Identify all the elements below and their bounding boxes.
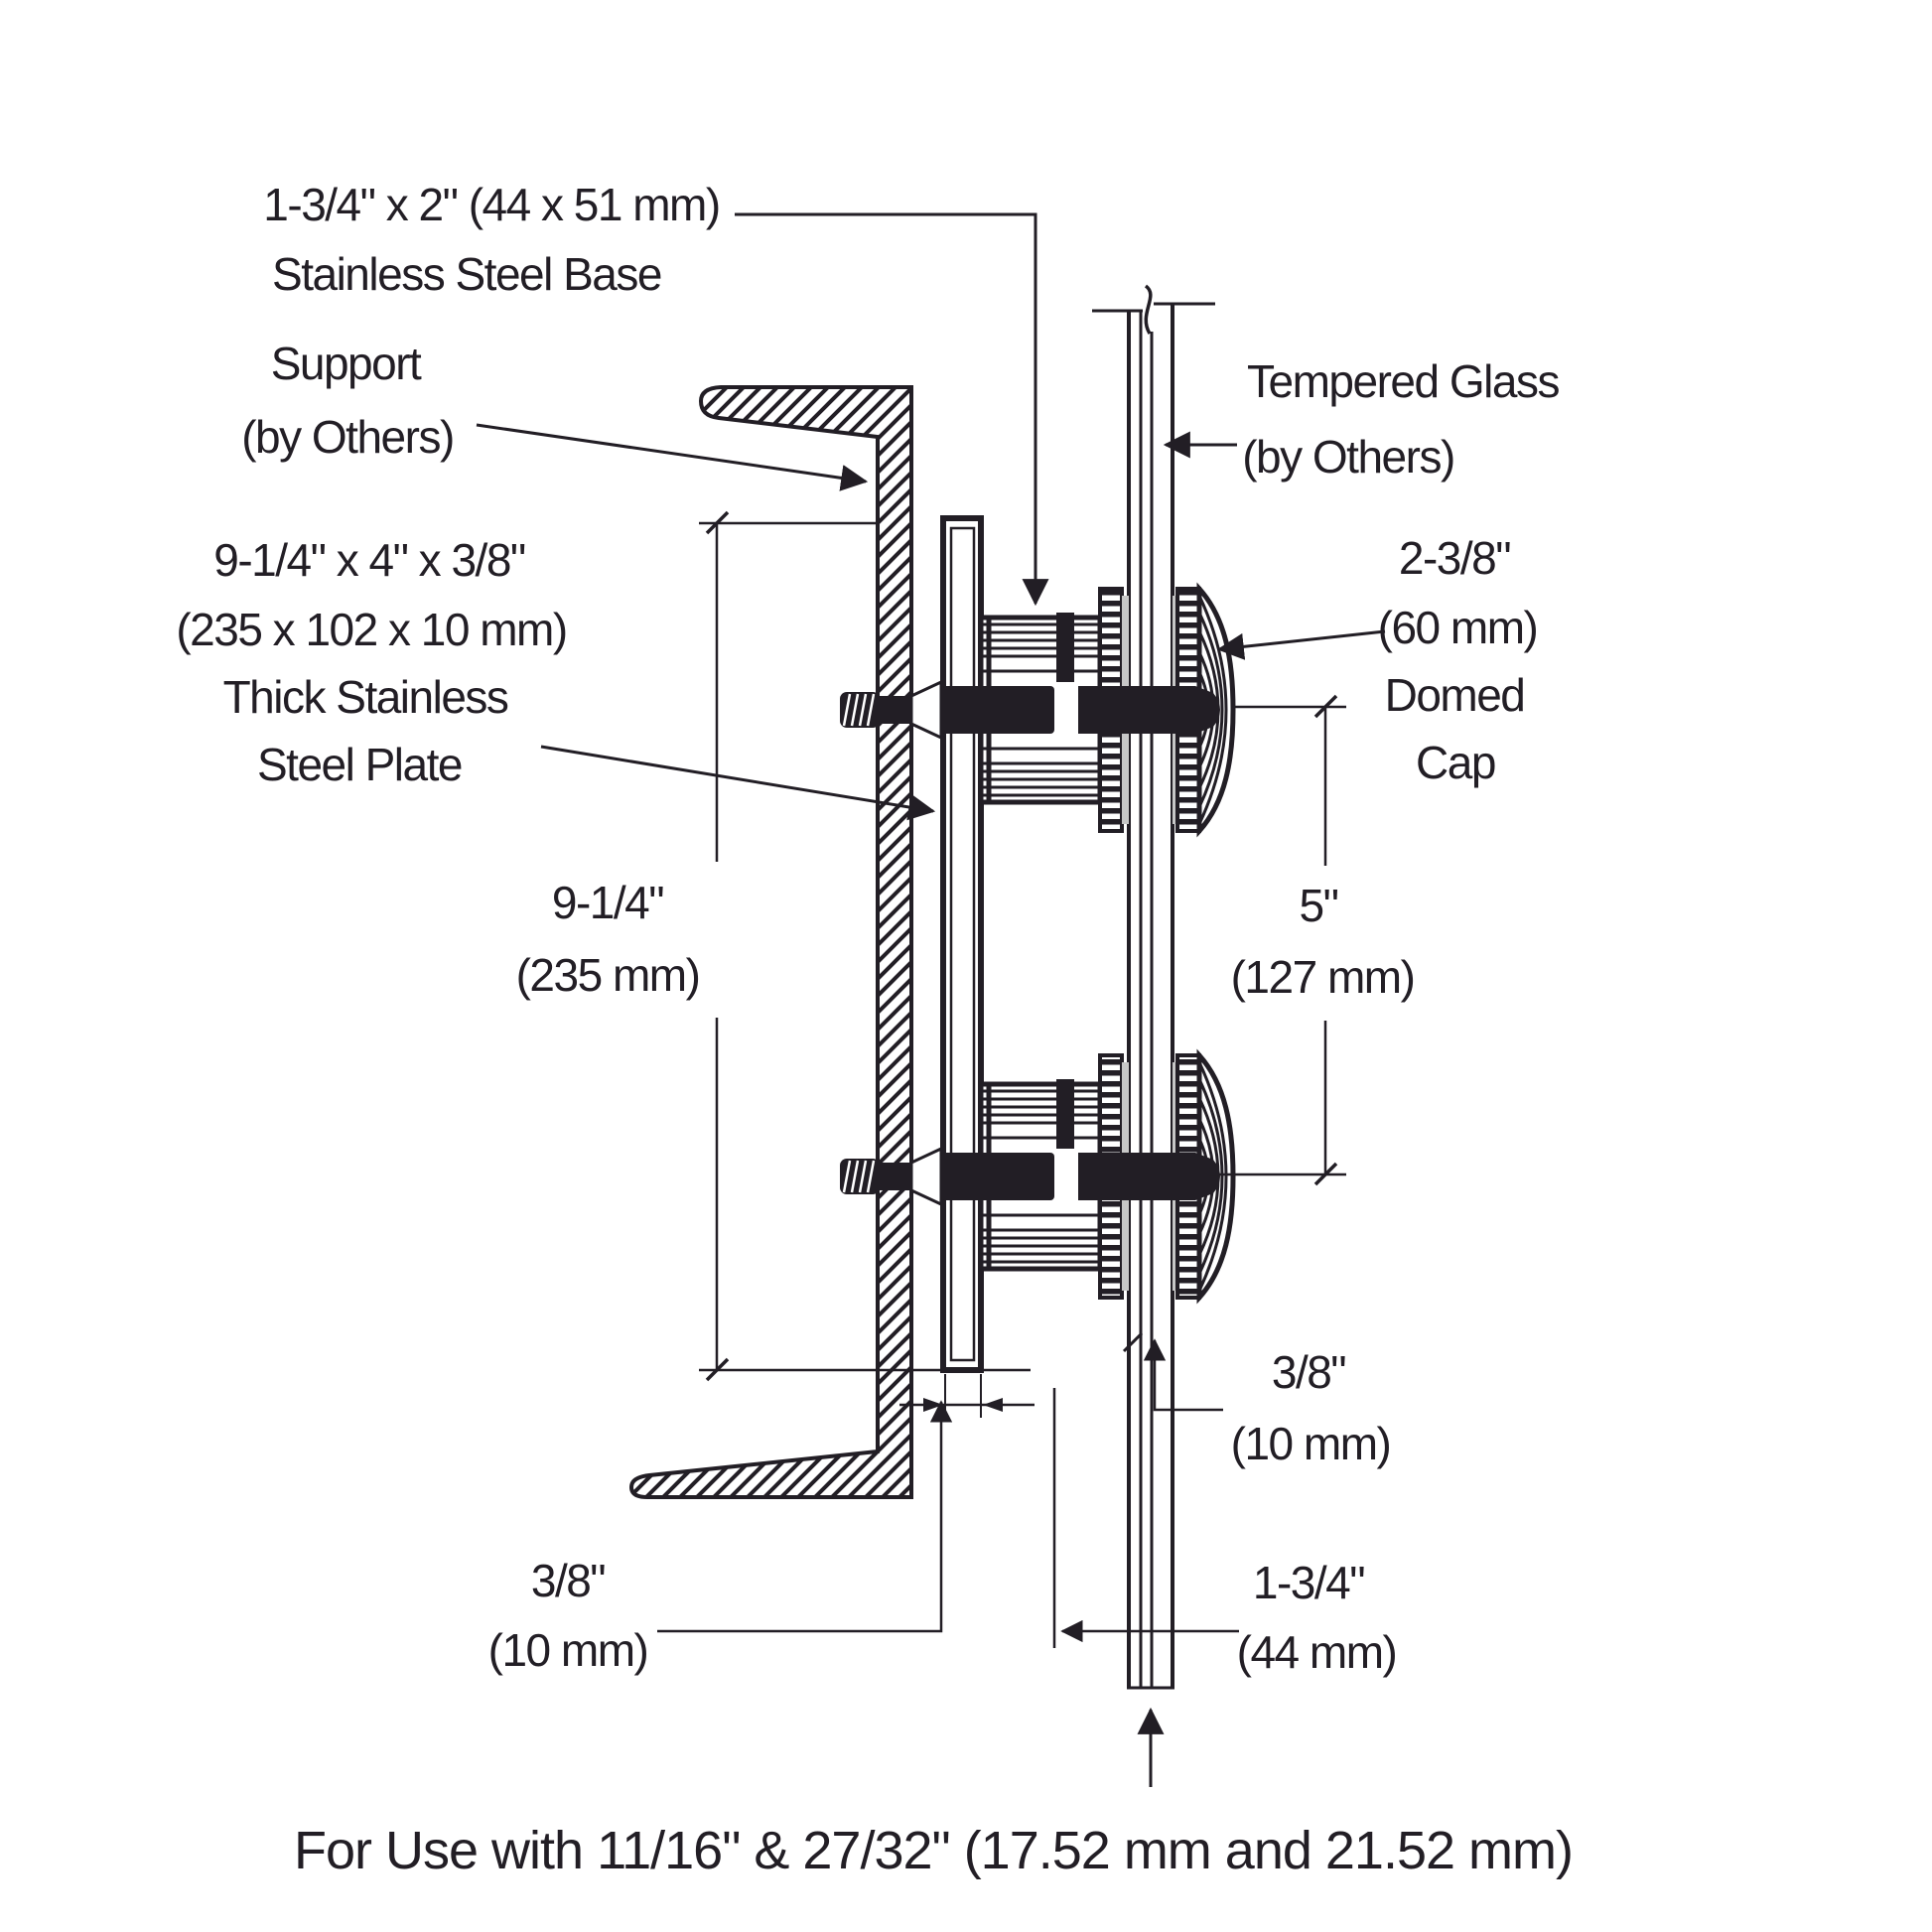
glass-panel	[1092, 286, 1215, 1688]
dim-text-plate-height-imperial: 9-1/4"	[551, 877, 664, 928]
label-cap-line2: (60 mm)	[1377, 602, 1538, 653]
dim-text-hole-spacing-imperial: 5"	[1299, 880, 1338, 931]
support-leader-line	[477, 425, 866, 482]
glass-break-symbol	[1146, 286, 1151, 334]
plate-outline	[943, 518, 981, 1370]
label-base-line2: Stainless Steel Base	[272, 248, 661, 300]
plate-leader-line	[541, 747, 933, 811]
label-support-line2: (by Others)	[241, 411, 454, 463]
label-plate-line3: Thick Stainless	[222, 671, 508, 723]
label-glass-line1: Tempered Glass	[1247, 355, 1559, 407]
label-glass-line2: (by Others)	[1242, 431, 1454, 483]
label-plate-line2: (235 x 102 x 10 mm)	[176, 604, 567, 655]
cap-leader-line	[1219, 631, 1385, 649]
support-angle-profile	[631, 387, 911, 1497]
label-cap-line3: Domed	[1384, 669, 1525, 721]
dim-text-plate-height-metric: (235 mm)	[515, 949, 700, 1001]
mounting-plate	[943, 518, 981, 1370]
dim-text-plate-thickness-metric: (10 mm)	[487, 1624, 648, 1676]
dim-text-cap-offset-imperial: 3/8"	[1271, 1346, 1346, 1398]
dim-text-cap-offset-metric: (10 mm)	[1230, 1418, 1391, 1469]
label-plate-line1: 9-1/4" x 4" x 3/8"	[213, 534, 525, 586]
dim-text-hole-spacing-metric: (127 mm)	[1230, 951, 1415, 1003]
label-cap-line4: Cap	[1416, 737, 1495, 788]
dim-text-standoff-length-metric: (44 mm)	[1236, 1626, 1397, 1678]
dimension-standoff-length	[1054, 1388, 1239, 1648]
dim-arrow	[983, 1398, 1003, 1412]
label-base-line1: 1-3/4" x 2" (44 x 51 mm)	[263, 179, 720, 230]
set-screw	[1056, 1079, 1074, 1149]
footer-note: For Use with 11/16" & 27/32" (17.52 mm and 21.52 mm)	[294, 1821, 1573, 1880]
set-screw	[1056, 613, 1074, 682]
dim-tick	[1124, 1333, 1142, 1351]
dim-text-standoff-length-imperial: 1-3/4"	[1252, 1557, 1365, 1608]
support-angle	[631, 387, 911, 1497]
label-support-line1: Support	[270, 338, 421, 389]
label-plate-line4: Steel Plate	[257, 739, 462, 790]
dim-text-plate-thickness-imperial: 3/8"	[530, 1555, 606, 1606]
label-cap-line1: 2-3/8"	[1398, 532, 1511, 584]
dimension-plate-thickness	[657, 1374, 1035, 1631]
